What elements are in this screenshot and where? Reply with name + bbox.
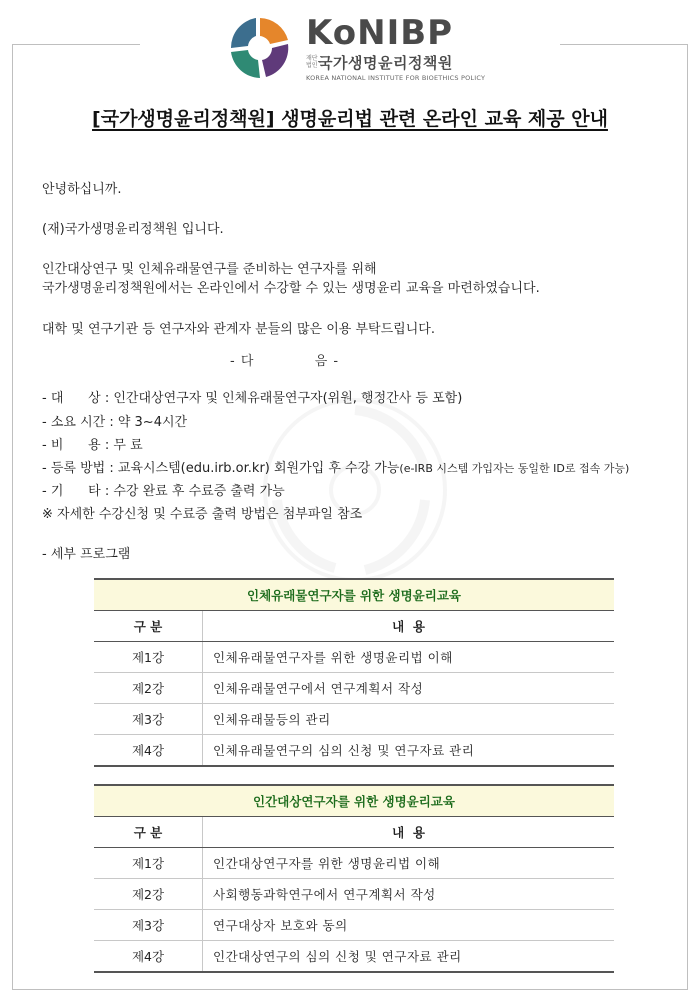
intro-line: (재)국가생명윤리정책원 입니다. xyxy=(42,222,224,237)
da-eum-heading: - 다 음 - xyxy=(230,354,339,369)
program-table-human-subject xyxy=(94,784,614,973)
watermark-emblem-icon xyxy=(255,390,455,590)
document-title: [국가생명윤리정책원] 생명윤리법 관련 온라인 교육 제공 안내 xyxy=(92,108,608,130)
info-registration-label: - 등록 방법 xyxy=(42,461,106,476)
info-registration xyxy=(42,457,629,476)
lecture-content: 인체유래물연구에서 연구계획서 작성 xyxy=(203,673,615,704)
col-header-content: 내 용 xyxy=(203,611,615,642)
lecture-content: 인간대상연구의 심의 신청 및 연구자료 관리 xyxy=(203,941,615,973)
lecture-number: 제2강 xyxy=(94,879,203,910)
table-row xyxy=(94,642,614,673)
lecture-number: 제3강 xyxy=(94,704,203,735)
body-line-2: 국가생명윤리정책원에서는 온라인에서 수강할 수 있는 생명윤리 교육을 마련하였습니다. xyxy=(42,281,540,296)
table-title: 인체유래물연구자를 위한 생명윤리교육 xyxy=(94,579,614,611)
lecture-number: 제2강 xyxy=(94,673,203,704)
lecture-number: 제4강 xyxy=(94,735,203,767)
konibp-logo xyxy=(226,14,485,82)
lecture-number: 제4강 xyxy=(94,941,203,973)
body-line-1: 인간대상연구 및 인체유래물연구를 준비하는 연구자를 위해 xyxy=(42,262,377,277)
table-row xyxy=(94,848,614,879)
col-header-category: 구 분 xyxy=(94,817,203,848)
info-cost-value: : 무 료 xyxy=(100,438,143,453)
info-etc-value: : 수강 완료 후 수료증 출력 가능 xyxy=(100,484,285,499)
info-etc xyxy=(42,480,285,499)
info-target-value: : 인간대상연구자 및 인체유래물연구자(위원, 행정간사 등 포함) xyxy=(100,391,463,406)
program-heading: - 세부 프로그램 xyxy=(42,547,131,562)
lecture-content: 인체유래물등의 관리 xyxy=(203,704,615,735)
col-header-category: 구 분 xyxy=(94,611,203,642)
lecture-number: 제3강 xyxy=(94,910,203,941)
lecture-content: 인체유래물연구의 심의 신청 및 연구자료 관리 xyxy=(203,735,615,767)
program-table-biospecimen xyxy=(94,578,614,767)
table-row xyxy=(94,704,614,735)
request-line: 대학 및 연구기관 등 연구자와 관계자 분들의 많은 이용 부탁드립니다. xyxy=(42,322,435,337)
lecture-content: 인체유래물연구자를 위한 생명윤리법 이해 xyxy=(203,642,615,673)
table-row xyxy=(94,910,614,941)
info-cost xyxy=(42,434,143,453)
info-registration-note: (e-IRB 시스템 가입자는 동일한 ID로 접속 가능) xyxy=(399,462,630,475)
lecture-number: 제1강 xyxy=(94,642,203,673)
table-row xyxy=(94,735,614,767)
info-etc-label: - 기 타 xyxy=(42,484,101,499)
info-duration-value: : 약 3~4시간 xyxy=(105,415,188,430)
logo-korean-name: 국가생명윤리정책원 xyxy=(318,53,453,72)
lecture-number: 제1강 xyxy=(94,848,203,879)
lecture-content: 인간대상연구자를 위한 생명윤리법 이해 xyxy=(203,848,615,879)
info-cost-label: - 비 용 xyxy=(42,438,101,453)
col-header-content: 내 용 xyxy=(203,817,615,848)
info-target-label: - 대 상 xyxy=(42,391,101,406)
table-row xyxy=(94,673,614,704)
konibp-emblem-icon xyxy=(226,14,294,82)
table-title: 인간대상연구자를 위한 생명윤리교육 xyxy=(94,785,614,817)
lecture-content: 사회행동과학연구에서 연구계획서 작성 xyxy=(203,879,615,910)
lecture-content: 연구대상자 보호와 동의 xyxy=(203,910,615,941)
info-target xyxy=(42,387,462,406)
info-duration-label: - 소요 시간 xyxy=(42,415,106,430)
logo-brand: KoNIBP xyxy=(306,12,454,53)
logo-small-text: 재단법인 xyxy=(306,55,318,69)
notice-line: ※ 자세한 수강신청 및 수료증 출력 방법은 첨부파일 참조 xyxy=(42,507,363,522)
info-duration xyxy=(42,411,187,430)
table-row xyxy=(94,941,614,973)
info-registration-value: : 교육시스템(edu.irb.or.kr) 회원가입 후 수강 가능 xyxy=(105,461,400,476)
table-row xyxy=(94,879,614,910)
document-title-wrap xyxy=(0,104,700,131)
logo-english-name: KOREA NATIONAL INSTITUTE FOR BIOETHICS POLICY xyxy=(306,73,486,82)
greeting: 안녕하십니까. xyxy=(42,182,122,197)
